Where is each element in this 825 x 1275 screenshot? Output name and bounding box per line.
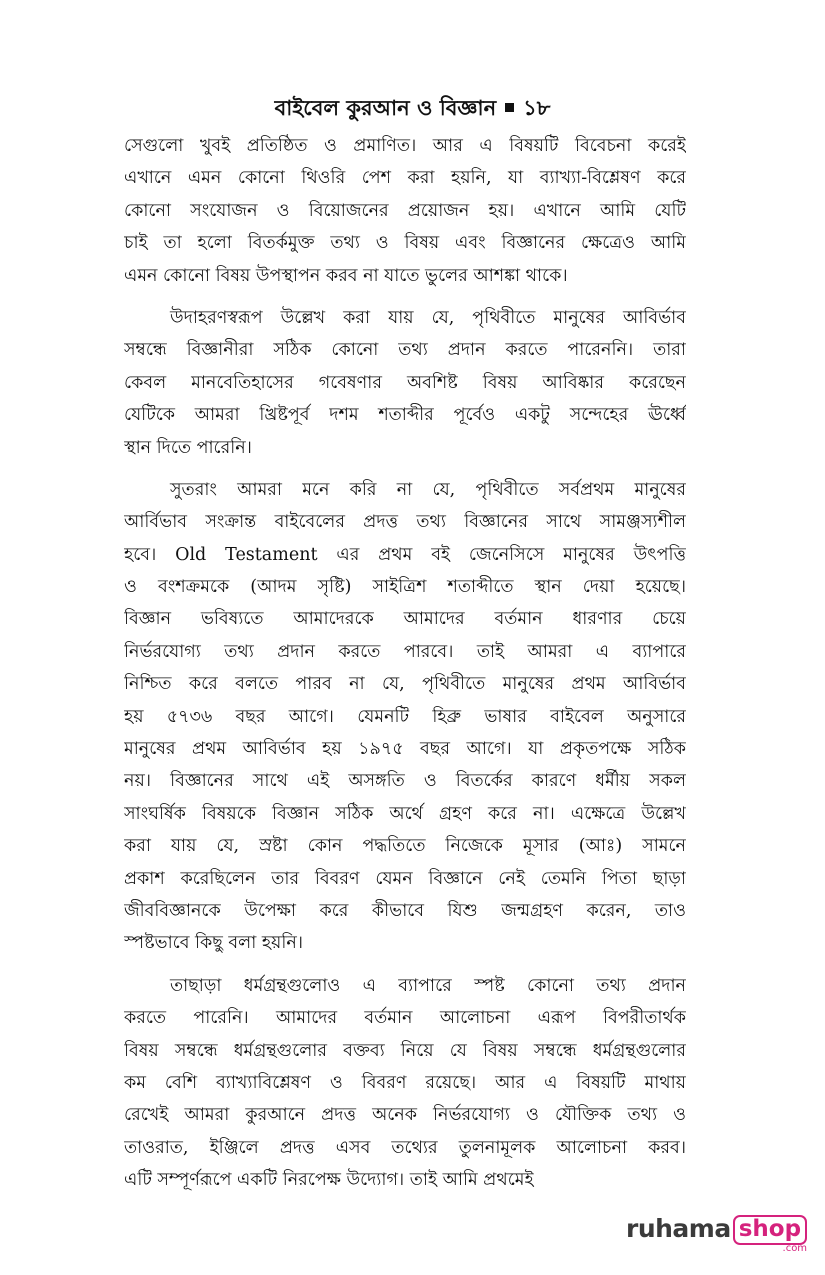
body-text bbox=[124, 130, 686, 1197]
text-line: নিশ্চিত করে বলতে পারব না যে, পৃথিবীতে মানুষের প্রথম আবির্ভাব bbox=[124, 674, 686, 695]
text-line: তাওরাত, ইঞ্জিলে প্রদত্ত এসব তথ্যের তুলনামূলক আলোচনা করব। bbox=[124, 1137, 686, 1158]
text-line: সেগুলো খুবই প্রতিষ্ঠিত ও প্রমাণিত। আর এ বিষয়টি বিবেচনা করেই bbox=[124, 136, 686, 156]
text-line: করতে পারেনি। আমাদের বর্তমান আলোচনা এরূপ বিপরীতার্থক bbox=[124, 1008, 686, 1029]
text-line: এমন কোনো বিষয় উপস্থাপন করব না যাতে ভুলের আশঙ্কা থাকে। bbox=[124, 265, 568, 286]
text-line: আর্বিভাব সংক্রান্ত বাইবেলের প্রদত্ত তথ্য বিজ্ঞানের সাথে সামঞ্জস্যশীল bbox=[124, 512, 686, 533]
text-line: তাছাড়া ধর্মগ্রন্থগুলোও এ ব্যাপারে স্পষ্ট কোনো তথ্য প্রদান bbox=[170, 975, 686, 996]
text-line: কেবল মানবেতিহাসের গবেষণার অবশিষ্ট বিষয় আবিষ্কার করেছেন bbox=[124, 372, 686, 393]
paragraph-gap bbox=[124, 960, 686, 970]
paragraph bbox=[124, 474, 686, 960]
logo-word-ruhama: ruhama bbox=[626, 1214, 731, 1243]
text-line: সাংঘর্ষিক বিষয়কে বিজ্ঞান সঠিক অর্থে গ্রহণ করে না। এক্ষেত্রে উল্লেখ bbox=[124, 803, 686, 824]
logo-suffix: .com bbox=[782, 1243, 808, 1254]
text-line: রেখেই আমরা কুরআনে প্রদত্ত অনেক নির্ভরযোগ্য ও যৌক্তিক তথ্য ও bbox=[124, 1105, 686, 1126]
text-line: নির্ভরযোগ্য তথ্য প্রদান করতে পারবে। তাই আমরা এ ব্যাপারে bbox=[124, 641, 686, 662]
text-line: যেটিকে আমরা খ্রিষ্টপূর্ব দশম শতাব্দীর পূর্বেও একটু সন্দেহের ঊর্ধ্বে bbox=[124, 405, 686, 426]
running-header bbox=[0, 92, 825, 127]
text-line: এখানে এমন কোনো থিওরি পেশ করা হয়নি, যা ব্যাখ্যা-বিশ্লেষণ করে bbox=[124, 168, 686, 189]
text-line: কোনো সংযোজন ও বিয়োজনের প্রয়োজন হয়। এখানে আমি যেটি bbox=[124, 200, 686, 221]
text-line: কম বেশি ব্যাখ্যাবিশ্লেষণ ও বিবরণ রয়েছে। আর এ বিষয়টি মাথায় bbox=[124, 1072, 686, 1093]
text-line: মানুষের প্রথম আবির্ভাব হয় ১৯৭৫ বছর আগে। যা প্রকৃতপক্ষে সঠিক bbox=[124, 739, 686, 760]
text-line: জীববিজ্ঞানকে উপেক্ষা করে কীভাবে যিশু জন্মগ্রহণ করেন, তাও bbox=[124, 900, 686, 921]
book-title: বাইবেল কুরআন ও বিজ্ঞান bbox=[274, 96, 497, 120]
text-line: স্থান দিতে পারেনি। bbox=[124, 437, 252, 458]
text-line: নয়। বিজ্ঞানের সাথে এই অসঙ্গতি ও বিতর্কের কারণে ধর্মীয় সকল bbox=[124, 771, 686, 792]
page-number: ১৮ bbox=[523, 96, 551, 120]
text-line: করা যায় যে, স্রষ্টা কোন পদ্ধতিতে নিজেকে মূসার (আঃ) সামনে bbox=[124, 836, 686, 857]
logo-shop-badge bbox=[733, 1215, 807, 1245]
text-line: ও বংশক্রমকে (আদম সৃষ্টি) সাইত্রিশ শতাব্দীতে স্থান দেয়া হয়েছে। bbox=[124, 577, 686, 598]
paragraph-gap bbox=[124, 292, 686, 302]
text-line: প্রকাশ করেছিলেন তার বিবরণ যেমন বিজ্ঞানে নেই তেমনি পিতা ছাড়া bbox=[124, 868, 686, 889]
text-line: বিজ্ঞান ভবিষ্যতে আমাদেরকে আমাদের বর্তমান ধারণার চেয়ে bbox=[124, 609, 686, 630]
text-line: এটি সম্পূর্ণরূপে একটি নিরপেক্ষ উদ্যোগ। তাই আমি প্রথমেই bbox=[124, 1170, 534, 1191]
text-line: হয় ৫৭৩৬ বছর আগে। যেমনটি হিব্রু ভাষার বাইবেল অনুসারে bbox=[124, 706, 686, 727]
square-bullet-icon bbox=[505, 103, 514, 112]
text-line: বিষয় সম্বন্ধে ধর্মগ্রন্থগুলোর বক্তব্য নিয়ে যে বিষয় সম্বন্ধে ধর্মগ্রন্থগুলোর bbox=[124, 1040, 686, 1061]
text-line: সুতরাং আমরা মনে করি না যে, পৃথিবীতে সর্বপ্রথম মানুষের bbox=[170, 479, 686, 500]
paragraph bbox=[124, 970, 686, 1197]
paragraph-gap bbox=[124, 464, 686, 474]
paragraph bbox=[124, 130, 686, 292]
ruhamashop-logo bbox=[626, 1214, 807, 1254]
text-line: স্পষ্টভাবে কিছু বলা হয়নি। bbox=[124, 933, 304, 954]
text-line: চাই তা হলো বিতর্কমুক্ত তথ্য ও বিষয় এবং বিজ্ঞানের ক্ষেত্রেও আমি bbox=[124, 233, 686, 254]
text-line: সম্বন্ধে বিজ্ঞানীরা সঠিক কোনো তথ্য প্রদান করতে পারেননি। তারা bbox=[124, 340, 686, 361]
logo-word-shop: shop bbox=[738, 1216, 802, 1242]
text-line: উদাহরণস্বরূপ উল্লেখ করা যায় যে, পৃথিবীতে মানুষের আবির্ভাব bbox=[170, 307, 686, 328]
text-line: হবে। Old Testament এর প্রথম বই জেনেসিসে মানুষের উৎপত্তি bbox=[124, 544, 686, 565]
paragraph bbox=[124, 302, 686, 464]
